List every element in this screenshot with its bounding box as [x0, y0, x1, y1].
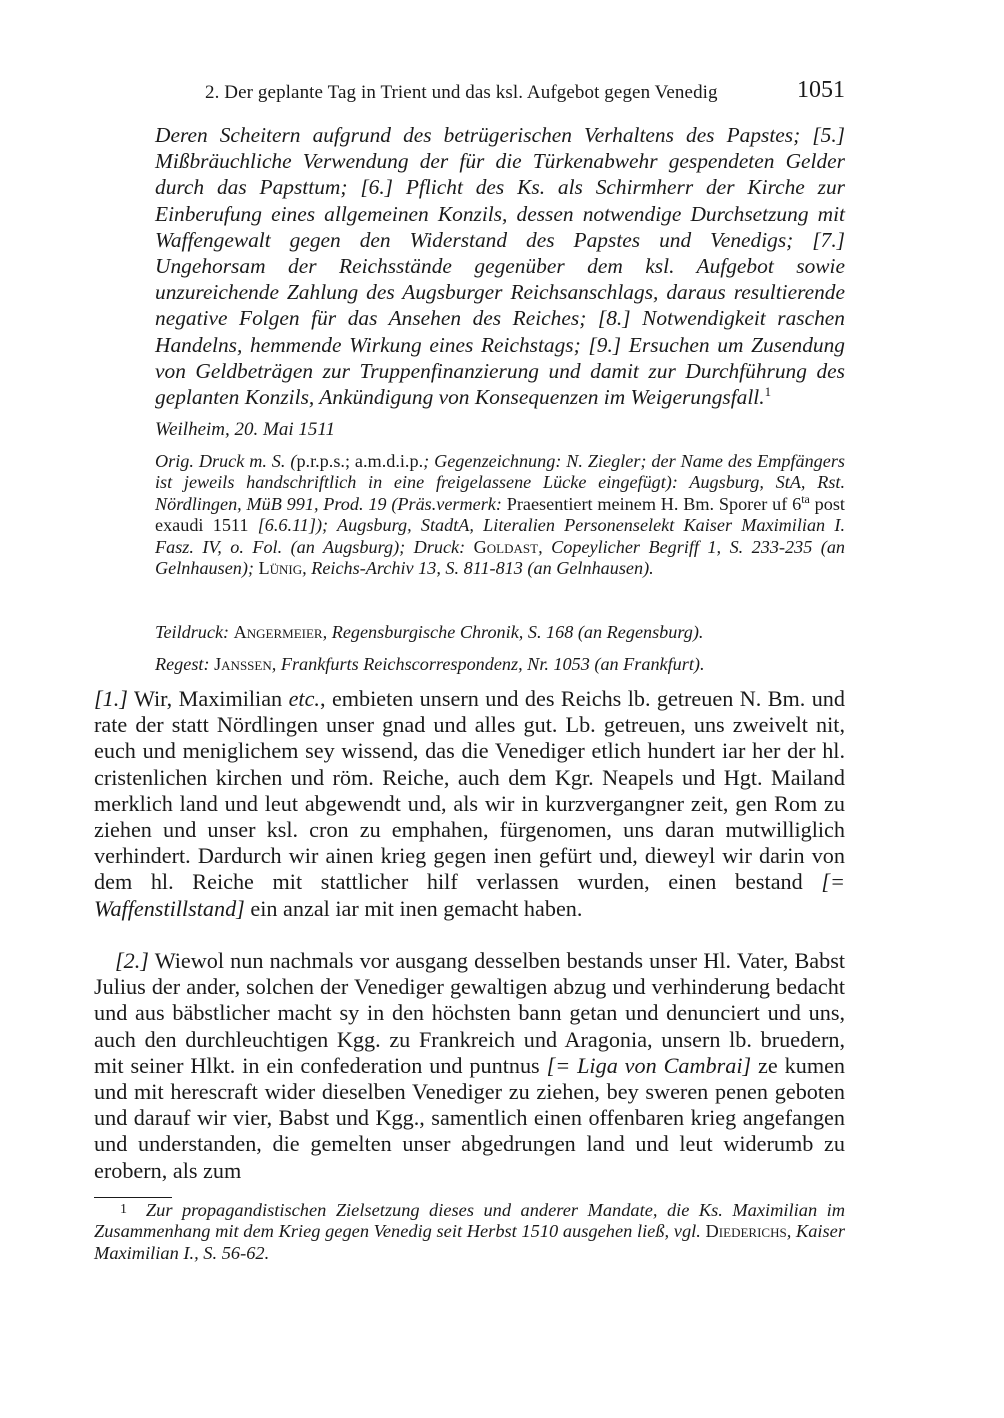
- footnote-rule: [94, 1197, 172, 1198]
- author-name: Diederichs: [705, 1221, 787, 1242]
- partial-print-label: Teildruck:: [155, 622, 230, 642]
- apparatus-text: , Copeylicher Begriff 1, S. 233-235 (an Gelnhausen);: [155, 536, 846, 579]
- source-apparatus: [155, 451, 845, 579]
- author-name: Janssen: [214, 654, 272, 674]
- footnote-text: , Kaiser Maximilian I., S. 56-62.: [94, 1221, 845, 1263]
- abbreviation: etc.: [288, 686, 320, 711]
- footnote: [94, 1199, 845, 1264]
- page-number: 1051: [797, 77, 845, 103]
- apparatus-text: , Reichs-Archiv 13, S. 811-813 (an Gelnhausen).: [302, 558, 654, 579]
- regest-summary: [155, 122, 845, 410]
- regest-note: [155, 654, 845, 675]
- footnote-reference[interactable]: 1: [764, 383, 772, 399]
- running-head-title: 2. Der geplante Tag in Trient und das ksl. Aufgebot gegen Venedig: [205, 82, 718, 103]
- apparatus-superscript: ta: [801, 491, 810, 506]
- apparatus-upright: post exaudi 1511: [155, 493, 845, 536]
- paragraph-number: [1.]: [94, 686, 128, 711]
- body-paragraph-1: [94, 686, 845, 922]
- paragraph-text: ein anzal iar mit inen gemacht haben.: [250, 895, 583, 921]
- apparatus-upright: Praesentiert meinem H. Bm. Sporer uf 6: [506, 493, 802, 514]
- regest-label: Regest:: [155, 654, 210, 674]
- running-head: [205, 77, 845, 110]
- partial-print-text: , Regensburgische Chronik, S. 168 (an Regensburg).: [322, 622, 704, 642]
- body-paragraph-2: [94, 948, 845, 1184]
- author-name: Goldast: [473, 536, 539, 557]
- editorial-gloss: [= Waffenstillstand]: [94, 869, 846, 921]
- author-name: Angermeier: [233, 622, 323, 642]
- paragraph-text: , embieten unsern und des Reichs lb. getreuen N. Bm. und rate der statt Nördlingen unser gnad und alles gut. Lb. getreuen, uns zweivelt nit, euch und meniglichem sey wissend, das die Venediger etlich hundert iar her der hl. cristenlichen kirchen und röm. Reiche, auch dem Kgr. Neapels und Hgt. Mailand merklich land und leut abgewendt und, als wir in kurzvergangner zeit, gen Rom zu ziehen und unser ksl. cron zu emphahen, fürgenomen, uns daran mutwilliglich verhindert. Dardurch wir ainen krieg gegen inen gefürt und, dieweyl wir darin von dem hl. Reiche mit stattlicher hilf verlassen wurden, einen bestand: [94, 686, 845, 895]
- paragraph-number: [2.]: [115, 948, 149, 973]
- apparatus-upright: p.r.p.s.;: [296, 451, 350, 471]
- regest-text: Deren Scheitern aufgrund des betrügerischen Verhaltens des Papstes; [5.] Mißbräuchliche Verwendung der für die Türkenabwehr gespendeten Gelder durch das Papsttum; [6.] Pflicht des Ks. als Schirmherr der Kirche zur Einberufung eines allgemeinen Konzils, dessen notwendige Durchsetzung mit Waffengewalt gegen den Widerstand des Papstes und Venedigs; [7.] Ungehorsam der Reichsstände gegenüber dem ksl. Aufgebot sowie unzureichende Zahlung des Augsburger Reichsanschlags, daraus resultierende negative Folgen für das Ansehen des Reiches; [8.] Notwendigkeit raschen Handelns, hemmende Wirkung eines Reichstags; [9.] Ersuchen um Zusendung von Geldbeträgen zur Truppenfinanzierung und damit zur Durchführung des geplanten Konzils, Ankündigung von Konsequenzen im Weigerungsfall.: [155, 123, 845, 410]
- footnote-text: Zur propagandistischen Zielsetzung dieses und anderer Mandate, die Ks. Maximilian im Zusammenhang mit dem Krieg gegen Venedig seit Herbst 1510 ausgehen ließ, vgl.: [94, 1200, 845, 1242]
- place-date: Weilheim, 20. Mai 1511: [155, 419, 335, 440]
- apparatus-text: Orig. Druck m. S. (: [155, 451, 297, 471]
- partial-print-note: [155, 622, 845, 643]
- apparatus-text: [6.6.11]); Augsburg, StadtA, Literalien Personenselekt Kaiser Maximilian I. Fasz. IV, o. Fol. (an Augsburg); Druck:: [155, 515, 845, 557]
- paragraph-text: Wir, Maximilian: [133, 686, 283, 711]
- apparatus-upright: a.m.d.i.p.: [354, 451, 424, 471]
- paragraph-text: Wiewol nun nachmals vor ausgang desselben bestands unser Hl. Vater, Babst Julius der ander, solchen der Venediger gewaltigen abzug und verhinderung bedacht und aus bäbstlicher macht sy in den höchsten bann getan und denunciert und uns, auch den durchleuchtigen Kgg. zu Frankreich und Aragonia, unsern lb. bruedern, mit seiner Hlkt. in ein confederation und puntnus: [94, 948, 845, 1078]
- paragraph-text: ze kumen und mit herescraft wider dieselben Venediger zu ziehen, bey sweren penen geboten und darauf wir vier, Babst und Kgg., samentlich einen offenbaren krieg angefangen und understanden, die gemelten unser abgedrungen land und leut widerumb zu erobern, als zum: [94, 1052, 846, 1183]
- author-name: Lünig: [258, 558, 303, 579]
- apparatus-text: ; Gegenzeichnung: N. Ziegler; der Name des Empfängers ist jeweils handschriftlich in eine freigelassene Lücke eingefügt): Augsburg, StA, Rst. Nördlingen, MüB 991, Prod. 19 (Präs.vermerk:: [155, 451, 845, 514]
- regest-note-text: , Frankfurts Reichscorrespondenz, Nr. 1053 (an Frankfurt).: [271, 654, 705, 674]
- editorial-gloss: [= Liga von Cambrai]: [546, 1052, 752, 1078]
- footnote-number: 1: [120, 1202, 127, 1217]
